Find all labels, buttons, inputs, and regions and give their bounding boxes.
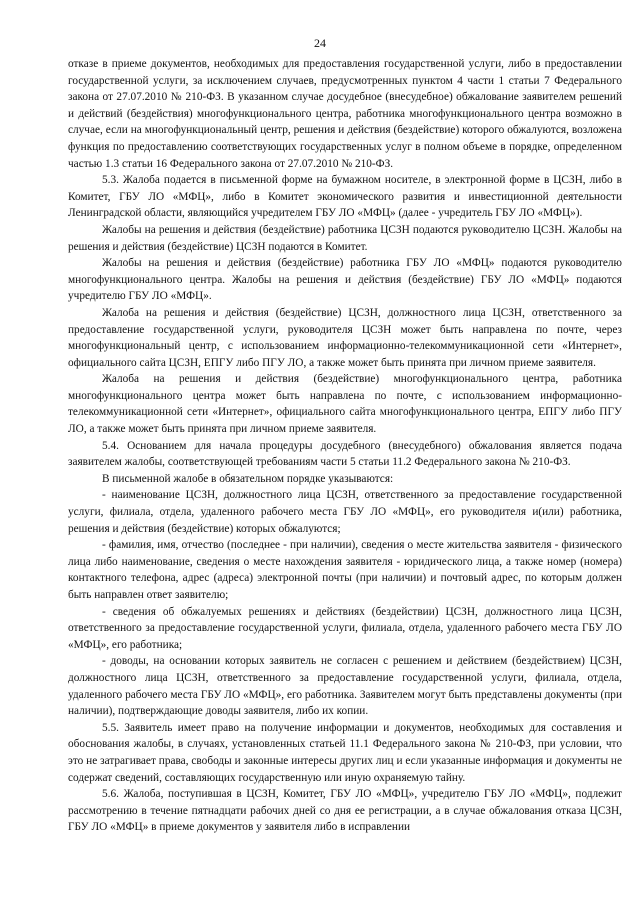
paragraph: Жалобы на решения и действия (бездействие) работника ЦСЗН подаются руководителю ЦСЗН. Жалобы на решения и действия (бездействие) ЦСЗН подаются в Комитет.: [68, 223, 622, 253]
paragraph: - фамилия, имя, отчество (последнее - при наличии), сведения о месте жительства заявителя - физического лица либо наименование, сведения о месте нахождения заявителя - юридического лица, а также номер (номера) контактного телефона, адрес (адреса) электронной почты (при наличии) и почтовый адрес, по которым должен быть направлен ответ заявителю;: [68, 539, 622, 601]
paragraph: - сведения об обжалуемых решениях и действиях (бездействии) ЦСЗН, должностного лица ЦСЗН, ответственного за предоставление государственной услуги, филиала, отдела, удаленного рабочего места ГБУ ЛО «МФЦ», его работника;: [68, 605, 622, 651]
paragraph: В письменной жалобе в обязательном порядке указываются:: [102, 472, 394, 485]
paragraph: Жалоба на решения и действия (бездействие) многофункционального центра, работника многофункционального центра может быть направлена по почте, с использованием информационно-телекоммуникационной сети «Интернет», официального сайта многофункционального центра, ЕПГУ либо ПГУ ЛО, а также может быть принята при личном приеме заявителя.: [68, 373, 622, 436]
paragraph: 5.5. Заявитель имеет право на получение информации и документов, необходимых для составления и обоснования жалобы, в случаях, установленных статьей 11.1 Федерального закона № 210-ФЗ, при условии, что это не затрагивает права, свободы и законные интересы других лиц и если указанные информация и документы не содержат сведений, составляющих государственную или иную охраняемую тайну.: [68, 721, 622, 784]
paragraph: 5.3. Жалоба подается в письменной форме на бумажном носителе, в электронной форме в ЦСЗН, либо в Комитет, ГБУ ЛО «МФЦ», либо в Комитет экономического развития и инвестиционной деятельности Ленинградской области, являющийся учредителем ГБУ ЛО «МФЦ» (далее - учредитель ГБУ ЛО «МФЦ»).: [68, 174, 622, 220]
paragraph: 5.4. Основанием для начала процедуры досудебного (внесудебного) обжалования является подача заявителем жалобы, соответствующей требованиям части 5 статьи 11.2 Федерального закона № 210-ФЗ.: [68, 439, 622, 469]
paragraph: отказе в приеме документов, необходимых для предоставления государственной услуги, либо в предоставлении государственной услуги, за исключением случаев, предусмотренных пунктом 4 части 1 статьи 7 Федерального закона от 27.07.2010 № 210-ФЗ. В указанном случае досудебное (внесудебное) обжалование заявителем решений и действий (бездействия) многофункционального центра, работника многофункционального центра возможно в случае, если на многофункциональный центр, решения и действия (бездействие) которого обжалуются, возложена функция по предоставлению соответствующих государственных услуг в полном объеме в порядке, определенном частью 1.3 статьи 16 Федерального закона от 27.07.2010 № 210-ФЗ.: [68, 58, 622, 170]
paragraph: 5.6. Жалоба, поступившая в ЦСЗН, Комитет, ГБУ ЛО «МФЦ», учредителю ГБУ ЛО «МФЦ», подлежит рассмотрению в течение пятнадцати рабочих дней со дня ее регистрации, а в случае обжалования отказа ЦСЗН, ГБУ ЛО «МФЦ» в приеме документов у заявителя либо в исправлении: [68, 788, 622, 834]
paragraph: Жалоба на решения и действия (бездействие) ЦСЗН, должностного лица ЦСЗН, ответственного за предоставление государственной услуги, руководителя ЦСЗН может быть направлена по почте, через многофункциональный центр, с использованием информационно-телекоммуникационной сети «Интернет», официального сайта ЦСЗН, ЕПГУ либо ПГУ ЛО, а также может быть принята при личном приеме заявителя.: [68, 306, 622, 369]
document-body: [68, 56, 622, 836]
paragraph: - наименование ЦСЗН, должностного лица ЦСЗН, ответственного за предоставление государственной услуги, филиала, отдела, удаленного рабочего места ГБУ ЛО «МФЦ», его руководителя и(или) работника, решения и действия (бездействие) которых обжалуются;: [68, 489, 622, 535]
page-number: 24: [314, 36, 326, 50]
paragraph: - доводы, на основании которых заявитель не согласен с решением и действием (бездействием) ЦСЗН, должностного лица ЦСЗН, ответственного за предоставление государственной услуги, филиала, отдела, удаленного рабочего места ГБУ ЛО «МФЦ», его работника. Заявителем могут быть представлены документы (при наличии), подтверждающие доводы заявителя, либо их копии.: [68, 655, 622, 718]
paragraph: Жалобы на решения и действия (бездействие) работника ГБУ ЛО «МФЦ» подаются руководителю многофункционального центра. Жалобы на решения и действия (бездействие) ГБУ ЛО «МФЦ» подаются учредителю ГБУ ЛО «МФЦ».: [68, 257, 622, 303]
